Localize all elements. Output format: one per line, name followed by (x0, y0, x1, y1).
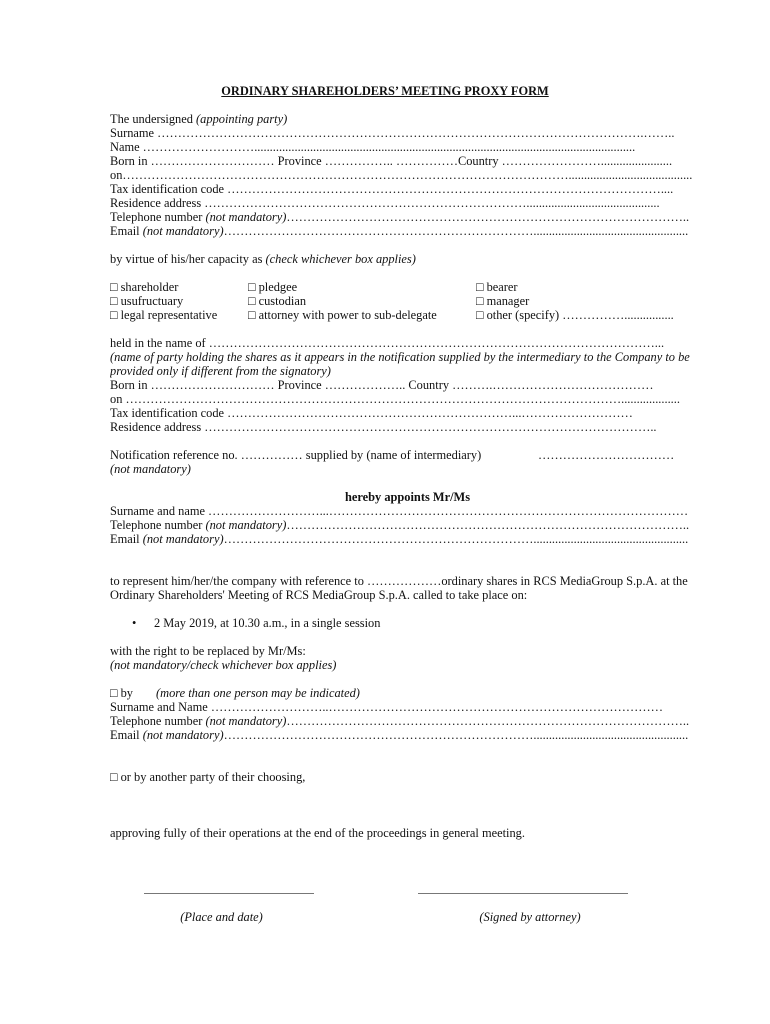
appoints-heading: hereby appoints Mr/Ms (344, 490, 471, 504)
proxy-email-note: (not mandatory) (142, 532, 224, 546)
held-residence-field[interactable]: Residence address ……………………………………………………………………………………………….. (110, 420, 657, 434)
place-date-line[interactable] (144, 893, 314, 894)
birthdate-field[interactable]: on………………………………………………………………………………………………........................................ (110, 168, 693, 182)
substitute-telephone-label: Telephone number (110, 714, 203, 728)
substitute-telephone-field[interactable] (110, 714, 705, 728)
telephone-note: (not mandatory) (205, 210, 287, 224)
held-name-field[interactable]: held in the name of ………………………………………………………………………………………………... (110, 336, 665, 350)
residence-field[interactable]: Residence address ……………………………………………………………………........................................... (110, 196, 660, 210)
substitute-telephone-dots: …………………………………………………………………………………….. (286, 714, 690, 728)
intro-text: The undersigned (110, 112, 193, 126)
proxy-email-label: Email (110, 532, 140, 546)
checkbox-manager[interactable]: □ manager (476, 294, 530, 308)
intro-note: (appointing party) (196, 112, 288, 126)
proxy-telephone-dots: …………………………………………………………………………………….. (286, 518, 690, 532)
telephone-field[interactable] (110, 210, 705, 224)
substitute-email-dots: ………………………………………………………………….................................................. (223, 728, 689, 742)
born-field[interactable]: Born in ………………………… Province …………….. ……………Country ……………………....................... (110, 154, 673, 168)
replace-by-note: (more than one person may be indicated) (156, 686, 360, 700)
checkbox-bearer[interactable]: □ bearer (476, 280, 518, 294)
proxy-email-dots: ………………………………………………………………….................................................. (223, 532, 689, 546)
telephone-dots: …………………………………………………………………………………….. (286, 210, 690, 224)
approving-text: approving fully of their operations at the end of the proceedings in general meeting. (110, 826, 525, 840)
held-note: (name of party holding the shares as it appears in the notification supplied by the intermediary to the Company to be provided only if different from the signatory) (110, 350, 690, 378)
email-dots: ………………………………………………………………….................................................. (223, 224, 689, 238)
capacity-line (110, 252, 705, 266)
notification-note: (not mandatory) (110, 462, 191, 476)
surname-field[interactable]: Surname ……………………………………………………………………………………………………….…….. (110, 126, 675, 140)
checkbox-legal-representative[interactable]: □ legal representative (110, 308, 218, 322)
replace-note: (not mandatory/check whichever box applies) (110, 658, 337, 672)
checkbox-other[interactable]: □ other (specify) ……………................ (476, 308, 674, 322)
proxy-telephone-note: (not mandatory) (205, 518, 287, 532)
substitute-email-label: Email (110, 728, 140, 742)
signature-label: (Signed by attorney) (479, 910, 581, 924)
telephone-label: Telephone number (110, 210, 203, 224)
substitute-surname-name-field[interactable]: Surname and Name ………………………..……………………………………………………………………… (110, 700, 664, 714)
checkbox-shareholder[interactable]: □ shareholder (110, 280, 179, 294)
replace-text: with the right to be replaced by Mr/Ms: (110, 644, 306, 658)
intermediary-field[interactable]: …………………………… (538, 448, 675, 462)
held-birthdate-field[interactable]: on …………………………………………………………………………………………………………................... (110, 392, 680, 406)
email-field[interactable] (110, 224, 705, 238)
proxy-telephone-field[interactable] (110, 518, 705, 532)
held-born-field[interactable]: Born in ………………………… Province ……………….. Country ……….………………………………… (110, 378, 654, 392)
substitute-telephone-note: (not mandatory) (205, 714, 287, 728)
place-date-label: (Place and date) (180, 910, 263, 924)
proxy-telephone-label: Telephone number (110, 518, 203, 532)
checkbox-custodian[interactable]: □ custodian (248, 294, 307, 308)
checkbox-usufructuary[interactable]: □ usufructuary (110, 294, 184, 308)
form-title: ORDINARY SHAREHOLDERS’ MEETING PROXY FORM (221, 84, 549, 98)
checkbox-replace-by[interactable]: □ by (110, 686, 133, 700)
name-field[interactable]: Name ………………………........................................................................................................................... (110, 140, 636, 154)
substitute-email-note: (not mandatory) (142, 728, 224, 742)
email-label: Email (110, 224, 140, 238)
held-tax-id-field[interactable]: Tax identification code ……………………………………………………………...……………………… (110, 406, 633, 420)
tax-id-field[interactable]: Tax identification code …………………………………………………………………………………………….... (110, 182, 674, 196)
checkbox-other-party[interactable]: □ or by another party of their choosing, (110, 770, 306, 784)
notification-text: Notification reference no. …………… supplied by (name of intermediary) (110, 448, 482, 462)
represent-text: to represent him/her/the company with reference to ………………ordinary shares in RCS MediaGroup S.p.A. at the Ordinary Shareholders' Meeting of RCS MediaGroup S.p.A. called to take place on: (110, 574, 688, 602)
email-note: (not mandatory) (142, 224, 224, 238)
appointing-intro (110, 112, 705, 126)
capacity-note: (check whichever box applies) (265, 252, 416, 266)
meeting-date: 2 May 2019, at 10.30 a.m., in a single session (154, 616, 381, 630)
proxy-email-field[interactable] (110, 532, 705, 546)
bullet-icon: • (132, 616, 137, 630)
checkbox-pledgee[interactable]: □ pledgee (248, 280, 298, 294)
proxy-surname-name-field[interactable]: Surname and name ………………………...…………………………………………………………………………… (110, 504, 689, 518)
signature-line[interactable] (418, 893, 628, 894)
capacity-text: by virtue of his/her capacity as (110, 252, 263, 266)
checkbox-attorney[interactable]: □ attorney with power to sub-delegate (248, 308, 437, 322)
substitute-email-field[interactable] (110, 728, 705, 742)
